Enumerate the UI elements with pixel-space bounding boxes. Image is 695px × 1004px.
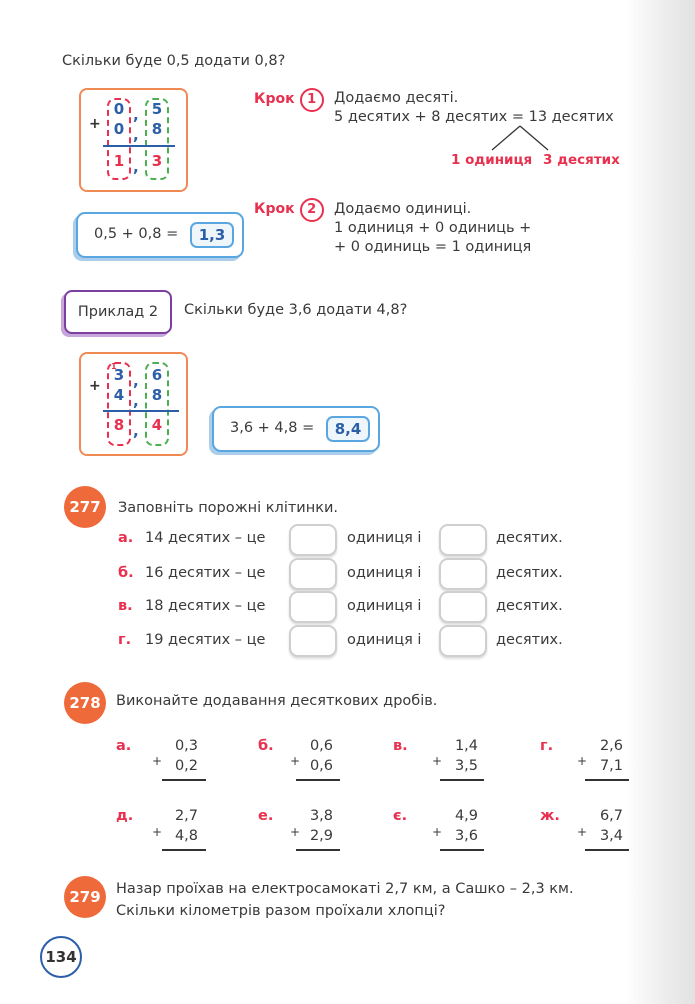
addend: 0,6 xyxy=(309,758,333,774)
row-mid: одиниця і xyxy=(347,530,422,546)
answer-input-box[interactable] xyxy=(439,625,487,657)
step-1-line: 5 десятих + 8 десятих = 13 десятих xyxy=(334,109,614,125)
addend: 2,6 xyxy=(599,738,623,754)
row-letter: г. xyxy=(118,632,132,648)
addend: 0,3 xyxy=(174,738,198,754)
row-text: 18 десятих – це xyxy=(145,598,266,614)
plus-sign: + xyxy=(152,754,163,768)
row-text: 19 десятих – це xyxy=(145,632,266,648)
sum-line xyxy=(103,145,175,147)
answer-input-box[interactable] xyxy=(289,558,337,590)
sum-letter: г. xyxy=(540,738,554,754)
digit: 0 xyxy=(113,100,125,118)
comma: , xyxy=(133,158,139,176)
addend: 7,1 xyxy=(599,758,623,774)
addend: 0,6 xyxy=(309,738,333,754)
sum-letter: д. xyxy=(116,808,134,824)
equation-text: 0,5 + 0,8 = xyxy=(94,226,179,242)
plus-sign: + xyxy=(432,754,443,768)
sum-letter: є. xyxy=(393,808,408,824)
addend: 0,2 xyxy=(174,758,198,774)
comma: , xyxy=(133,106,139,124)
sum-line xyxy=(585,779,629,781)
step-2-label: Крок 2 xyxy=(254,198,324,222)
plus-sign: + xyxy=(290,754,301,768)
answer-input-box[interactable] xyxy=(289,625,337,657)
digit: 8 xyxy=(151,120,163,138)
column-addition-box-2 xyxy=(79,352,188,456)
intro-question: Скільки буде 0,5 додати 0,8? xyxy=(62,53,286,69)
row-end: десятих. xyxy=(496,565,563,581)
carry-digit: 1 xyxy=(111,362,117,371)
addend: 3,8 xyxy=(309,808,333,824)
exercise-278-task: Виконайте додавання десяткових дробів. xyxy=(116,693,438,709)
row-mid: одиниця і xyxy=(347,598,422,614)
step-number: 1 xyxy=(300,88,324,112)
step-2-line-2: + 0 одиниць = 1 одиниця xyxy=(334,239,532,255)
step-number: 2 xyxy=(300,198,324,222)
exercise-277-task: Заповніть порожні клітинки. xyxy=(118,500,338,516)
answer-badge: 8,4 xyxy=(326,416,370,442)
plus-sign: + xyxy=(577,754,588,768)
addend: 3,5 xyxy=(454,758,478,774)
sum-line xyxy=(296,779,340,781)
answer-badge: 1,3 xyxy=(190,222,234,248)
row-end: десятих. xyxy=(496,530,563,546)
page-number: 134 xyxy=(40,936,82,978)
sum-line xyxy=(296,849,340,851)
sum-letter: в. xyxy=(393,738,408,754)
row-end: десятих. xyxy=(496,598,563,614)
answer-input-box[interactable] xyxy=(439,524,487,556)
split-arrows xyxy=(470,124,570,152)
row-mid: одиниця і xyxy=(347,565,422,581)
step-1-title: Додаємо десяті. xyxy=(334,90,459,106)
addend: 1,4 xyxy=(454,738,478,754)
result-digit: 1 xyxy=(113,152,125,170)
sum-letter: е. xyxy=(258,808,274,824)
comma: , xyxy=(133,392,139,410)
column-addition-box-1 xyxy=(79,88,188,192)
sum-letter: а. xyxy=(116,738,132,754)
addend: 2,7 xyxy=(174,808,198,824)
page-edge-shadow xyxy=(625,0,695,1004)
digit: 8 xyxy=(151,386,163,404)
sum-line xyxy=(162,849,206,851)
addend: 3,6 xyxy=(454,828,478,844)
plus-sign: + xyxy=(152,825,163,839)
exercise-number-badge: 277 xyxy=(64,486,106,528)
sum-letter: б. xyxy=(258,738,274,754)
digit: 5 xyxy=(151,100,163,118)
addend: 6,7 xyxy=(599,808,623,824)
plus-sign: + xyxy=(89,378,101,394)
digit: 3 xyxy=(113,366,125,384)
addend: 2,9 xyxy=(309,828,333,844)
plus-sign: + xyxy=(89,116,101,132)
exercise-279-line-1: Назар проїхав на електросамокаті 2,7 км, а Сашко – 2,3 км. xyxy=(116,881,574,897)
example-2-question: Скільки буде 3,6 додати 4,8? xyxy=(184,302,408,318)
row-letter: в. xyxy=(118,598,133,614)
sum-line xyxy=(585,849,629,851)
row-letter: а. xyxy=(118,530,134,546)
result-digit: 3 xyxy=(151,152,163,170)
example-2-label: Приклад 2 xyxy=(64,290,172,334)
equation-text: 3,6 + 4,8 = xyxy=(230,420,315,436)
plus-sign: + xyxy=(432,825,443,839)
answer-input-box[interactable] xyxy=(439,591,487,623)
split-left: 1 одиниця xyxy=(451,152,533,168)
comma: , xyxy=(133,372,139,390)
answer-input-box[interactable] xyxy=(439,558,487,590)
addend: 4,8 xyxy=(174,828,198,844)
plus-sign: + xyxy=(577,825,588,839)
sum-line xyxy=(103,410,179,412)
split-right: 3 десятих xyxy=(543,152,620,168)
row-end: десятих. xyxy=(496,632,563,648)
result-digit: 4 xyxy=(151,416,163,434)
step-2-title: Додаємо одиниці. xyxy=(334,201,472,217)
comma: , xyxy=(133,422,139,440)
row-mid: одиниця і xyxy=(347,632,422,648)
equation-box-2 xyxy=(212,406,380,452)
digit: 0 xyxy=(113,120,125,138)
digit: 4 xyxy=(113,386,125,404)
step-1-label: Крок 1 xyxy=(254,88,324,112)
result-digit: 8 xyxy=(113,416,125,434)
step-2-line-1: 1 одиниця + 0 одиниць + xyxy=(334,220,532,236)
addend: 3,4 xyxy=(599,828,623,844)
row-text: 16 десятих – це xyxy=(145,565,266,581)
row-letter: б. xyxy=(118,565,134,581)
answer-input-box[interactable] xyxy=(289,524,337,556)
answer-input-box[interactable] xyxy=(289,591,337,623)
exercise-number-badge: 278 xyxy=(64,682,106,724)
plus-sign: + xyxy=(290,825,301,839)
comma: , xyxy=(133,126,139,144)
exercise-279-line-2: Скільки кілометрів разом проїхали хлопці? xyxy=(116,903,446,919)
sum-line xyxy=(440,849,484,851)
row-text: 14 десятих – це xyxy=(145,530,266,546)
digit: 6 xyxy=(151,366,163,384)
addend: 4,9 xyxy=(454,808,478,824)
equation-box-1 xyxy=(76,212,244,258)
sum-letter: ж. xyxy=(540,808,560,824)
exercise-number-badge: 279 xyxy=(64,876,106,918)
sum-line xyxy=(162,779,206,781)
sum-line xyxy=(440,779,484,781)
